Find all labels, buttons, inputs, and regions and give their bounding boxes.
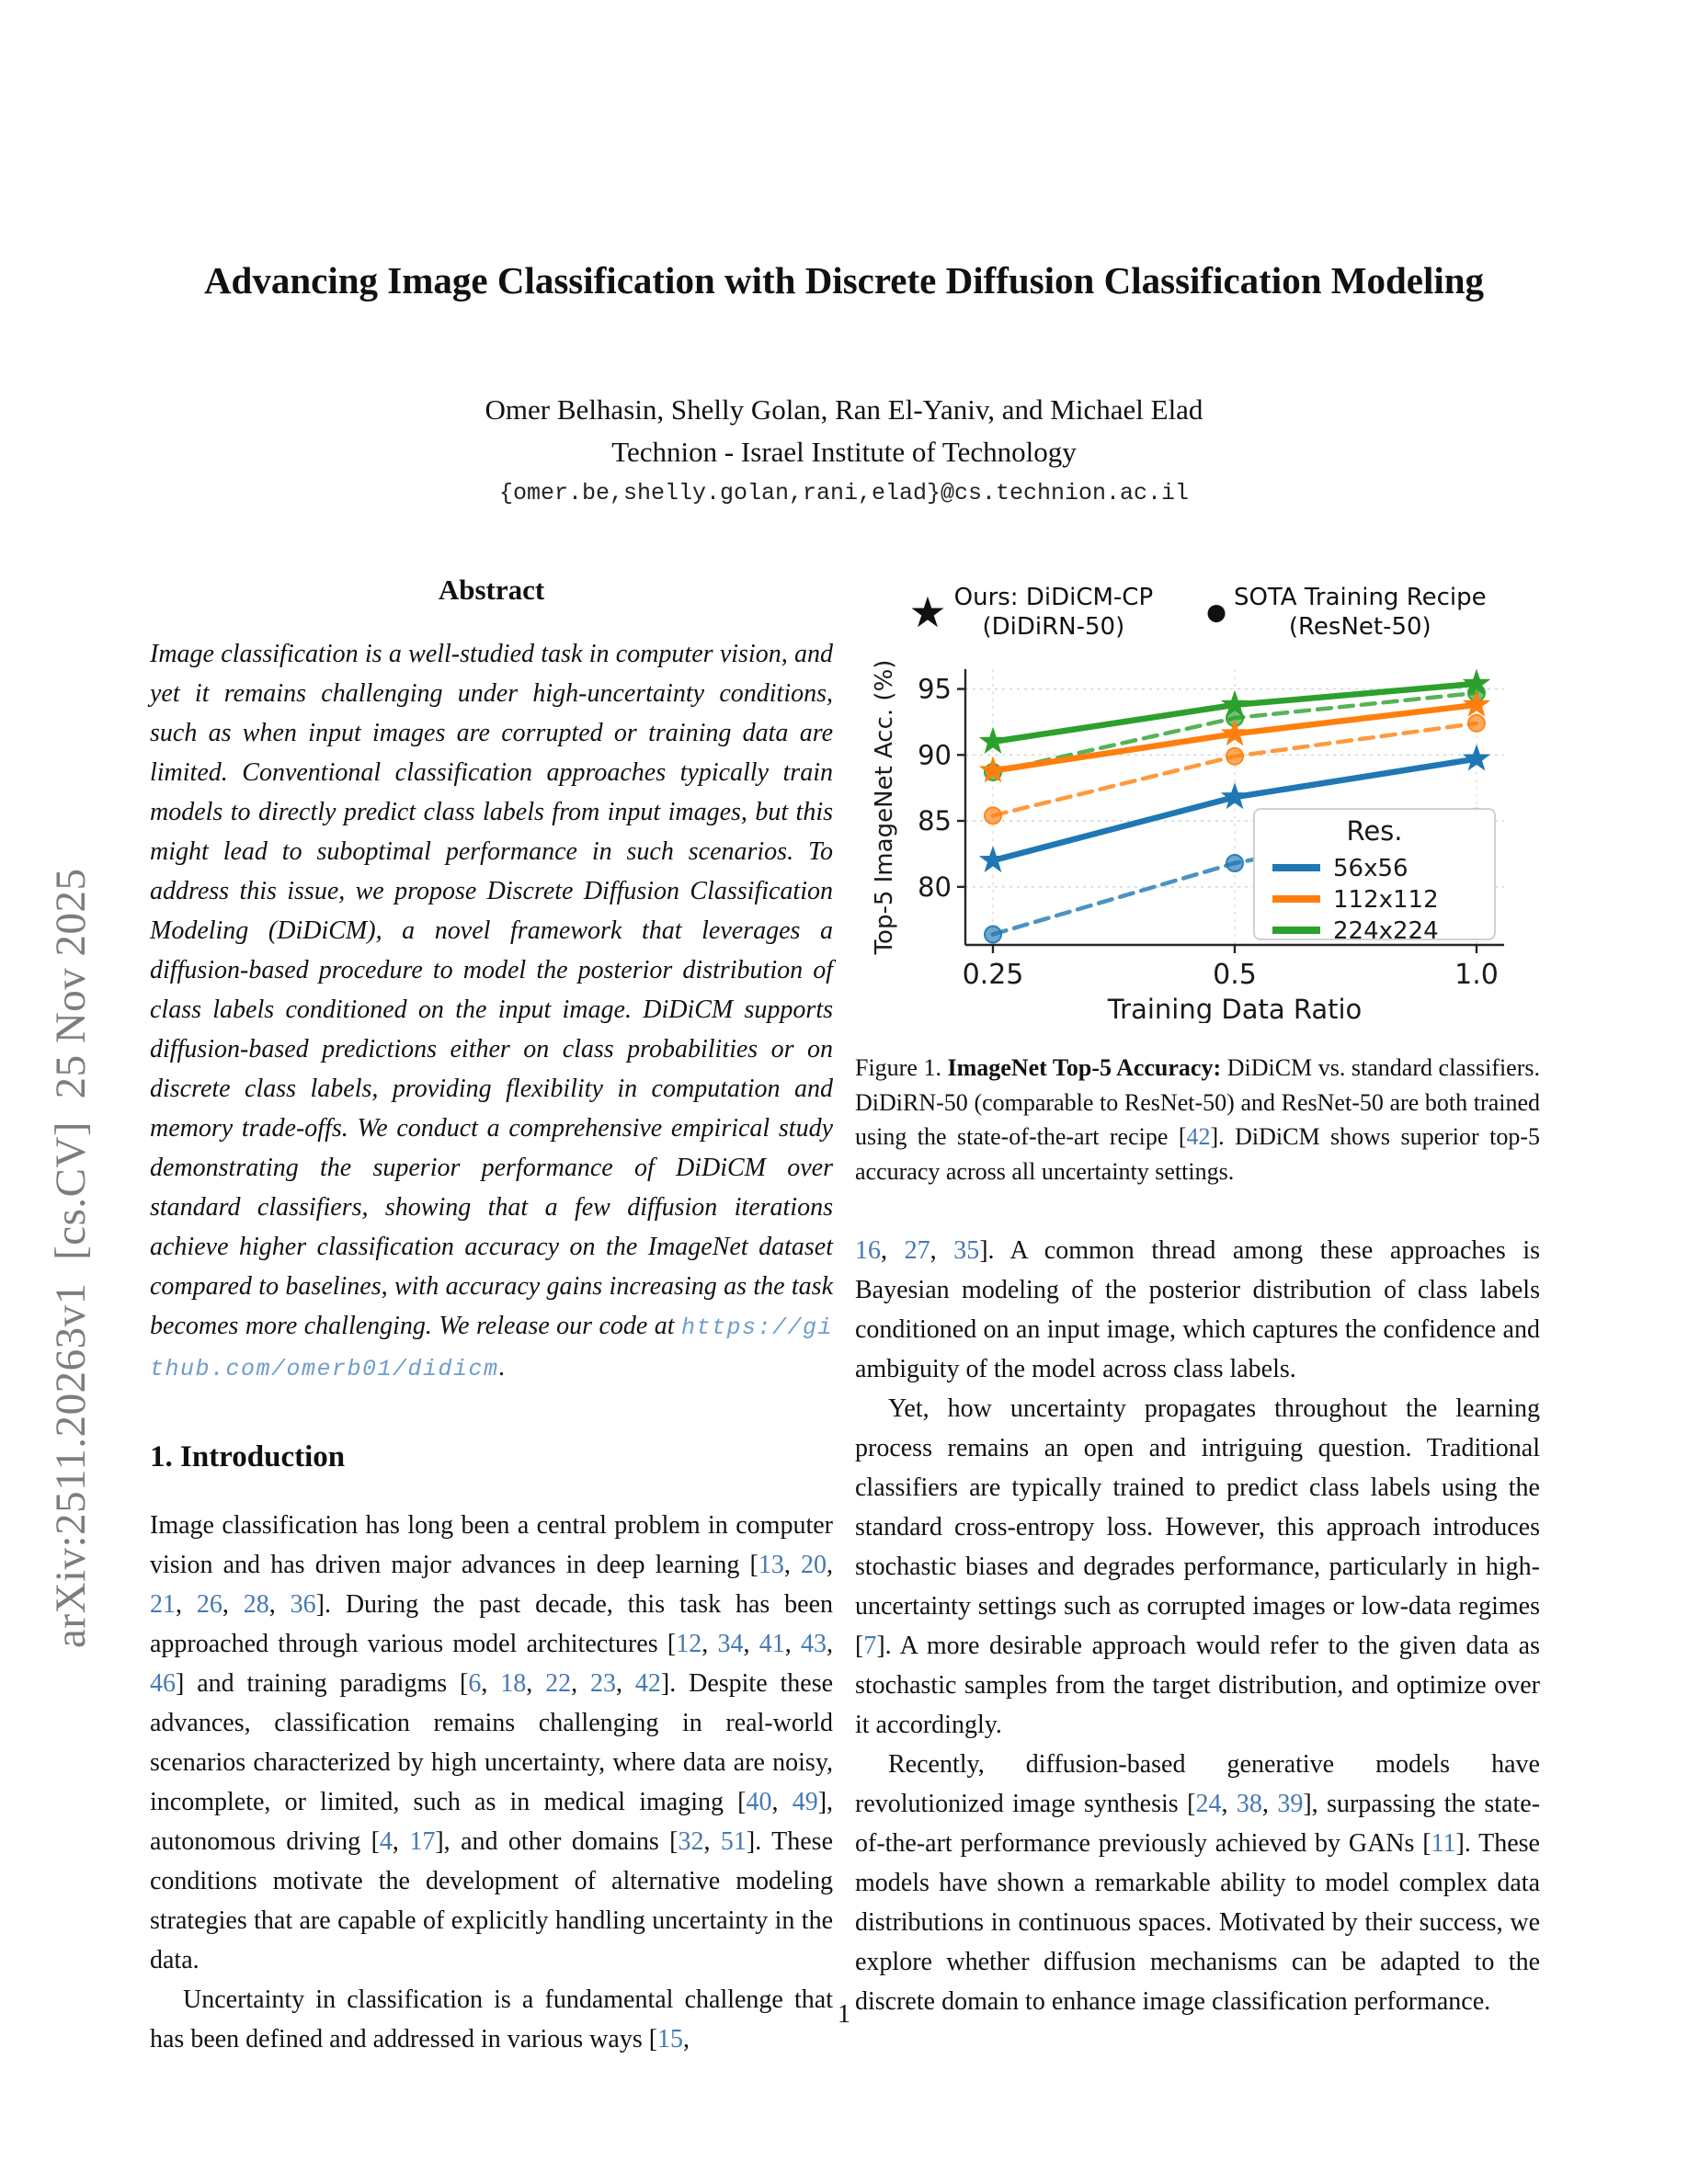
x-axis-label: Training Data Ratio: [1107, 994, 1363, 1023]
circle-marker: [1226, 748, 1243, 765]
citation-ref[interactable]: 16: [855, 1236, 881, 1265]
citation-ref[interactable]: 27: [904, 1236, 930, 1265]
legend-entry-label: 112x112: [1333, 886, 1439, 914]
citation-ref[interactable]: 12: [676, 1630, 702, 1658]
code-url-link[interactable]: https://github.com/omerb01/didicm: [150, 1314, 833, 1382]
citation-ref[interactable]: 22: [545, 1669, 572, 1698]
star-marker-icon: ★: [908, 587, 947, 637]
right-paragraph-1: 16, 27, 35]. A common thread among these approaches is Bayesian modeling of the posterior distribution of class labels conditioned on an input image, which captures the confidence and ambiguity of the model across class labels.: [855, 1236, 1541, 1383]
citation-ref[interactable]: 46: [150, 1669, 176, 1698]
legend-entry-sota-label: SOTA Training Recipe (ResNet-50): [1233, 584, 1487, 641]
citation-ref[interactable]: 17: [409, 1827, 436, 1856]
citation-ref[interactable]: 4: [379, 1827, 393, 1856]
citation-ref[interactable]: 7: [863, 1632, 877, 1660]
citation-ref[interactable]: 6: [468, 1669, 482, 1698]
citation-ref[interactable]: 28: [243, 1590, 269, 1619]
left-column: [150, 568, 833, 2059]
citation-ref[interactable]: 36: [290, 1590, 316, 1619]
star-marker: [980, 847, 1006, 871]
citation-ref[interactable]: 15: [657, 2025, 684, 2053]
introduction-heading: 1. Introduction: [150, 1440, 346, 1473]
citation-ref[interactable]: 49: [792, 1788, 818, 1816]
arxiv-banner: arXiv:2511.20263v1 [cs.CV] 25 Nov 2025: [47, 868, 95, 1648]
y-tick-label: 80: [918, 870, 952, 903]
intro-paragraph-1: Image classification has long been a central problem in computer vision and has driven major advances in deep learning [13, 20, 21, 26, 28, 36]. During the past decade, this task has been approached through various model architectures [12, 34, 41, 43, 46] and training paradigms [6, 18, 22, 23, 42]. Despite these advances, classification remains challenging in real-world scenarios characterized by high uncertainty, where data are noisy, incomplete, or limited, such as in medical imaging [40, 49], autonomous driving [4, 17], and other domains [32, 51]. These conditions motivate the development of alternative modeling strategies that are capable of explicitly handling uncertainty in the data.: [150, 1511, 834, 1974]
legend-entry-sota: [1206, 583, 1486, 642]
resolution-legend-title: Res.: [1346, 815, 1403, 847]
citation-ref[interactable]: 35: [953, 1236, 980, 1265]
intro-paragraph-2: Uncertainty in classification is a fundamental challenge that has been defined and addressed in various ways [15,: [150, 1985, 833, 2053]
citation-ref[interactable]: 11: [1431, 1829, 1456, 1858]
legend-entry-label: 224x224: [1333, 917, 1439, 945]
figure-top-legend: [855, 583, 1540, 642]
page-number: 1: [838, 2000, 850, 2029]
right-column: [855, 568, 1540, 2021]
abstract-heading: Abstract: [438, 574, 545, 606]
citation-ref[interactable]: 42: [634, 1669, 661, 1698]
accuracy-line-chart: [868, 660, 1511, 1023]
citation-ref[interactable]: 40: [746, 1788, 772, 1816]
emails-line: {omer.be,shelly.golan,rani,elad}@cs.technion.ac.il: [498, 480, 1190, 506]
star-marker: [1222, 784, 1248, 808]
citation-ref[interactable]: 34: [717, 1630, 744, 1658]
affiliation-line: Technion - Israel Institute of Technology: [611, 436, 1077, 468]
legend-entry-label: 56x56: [1333, 855, 1409, 882]
y-axis-label: Top-5 ImageNet Acc. (%): [871, 660, 898, 955]
citation-ref[interactable]: 51: [720, 1827, 747, 1856]
x-tick-label: 1.0: [1454, 959, 1499, 991]
citation-ref[interactable]: 24: [1195, 1790, 1222, 1818]
citation-ref[interactable]: 26: [196, 1590, 222, 1619]
citation-ref[interactable]: 32: [678, 1827, 704, 1856]
citation-ref[interactable]: 23: [590, 1669, 616, 1698]
legend-entry-ours-label: Ours: DiDiCM-CP (DiDiRN-50): [953, 584, 1154, 641]
y-tick-label: 85: [918, 805, 952, 837]
x-tick-label: 0.25: [962, 959, 1024, 991]
citation-ref[interactable]: 18: [500, 1669, 527, 1698]
abstract-text: Image classification is a well-studied task in computer vision, and yet it remains challenging under high-uncertainty conditions, such as when input images are corrupted or training data are limited. Conventional classification approaches typically train models to directly predict class labels from input images, but this might lead to suboptimal performance in such scenarios. To address this issue, we propose Discrete Diffusion Classification Modeling (DiDiCM), a novel framework that leverages a diffusion-based procedure to model the posterior distribution of class labels conditioned on the input image. DiDiCM supports diffusion-based predictions either on class probabilities or on discrete class labels, providing flexibility in computation and memory trade-offs. We conduct a comprehensive empirical study demonstrating the superior performance of DiDiCM over standard classifiers, showing that a few diffusion iterations achieve higher classification accuracy on the ImageNet dataset compared to baselines, with accuracy gains increasing as the task becomes more challenging. We release our code at https://github.com/omerb01/didicm.: [150, 640, 833, 1382]
x-tick-label: 0.5: [1213, 959, 1257, 991]
figure-1: [855, 583, 1540, 1189]
paper-title: Advancing Image Classification with Discrete Diffusion Classification Modeling: [203, 259, 1485, 301]
authors-line: Omer Belhasin, Shelly Golan, Ran El-Yaniv, and Michael Elad: [485, 393, 1203, 426]
y-tick-label: 90: [918, 739, 952, 771]
circle-marker-icon: ●: [1206, 598, 1226, 625]
citation-ref[interactable]: 42: [1186, 1123, 1211, 1150]
citation-ref[interactable]: 38: [1236, 1790, 1262, 1818]
figure-caption: Figure 1. ImageNet Top-5 Accuracy: DiDiCM vs. standard classifiers. DiDiRN-50 (comparable to ResNet-50) and ResNet-50 are both trained using the state-of-the-art recipe [42]. DiDiCM shows superior top-5 accuracy across all uncertainty settings.: [855, 1054, 1540, 1185]
circle-marker: [985, 807, 1001, 824]
y-tick-label: 95: [918, 673, 952, 705]
citation-ref[interactable]: 21: [150, 1590, 176, 1619]
circle-marker: [985, 927, 1001, 943]
star-marker: [980, 728, 1006, 752]
citation-ref[interactable]: 13: [758, 1551, 784, 1579]
citation-ref[interactable]: 41: [758, 1630, 785, 1658]
citation-ref[interactable]: 43: [801, 1630, 827, 1658]
star-marker: [1222, 721, 1248, 745]
right-paragraph-3: Recently, diffusion-based generative models have revolutionized image synthesis [24, 38, 39], surpassing the state-of-the-art performance previously achieved by GANs [11]. These models have shown a remarkable ability to model complex data distributions in continuous spaces. Motivated by their success, we explore whether diffusion mechanisms can be adapted to the discrete domain to enhance image classification performance.: [855, 1750, 1541, 2016]
legend-entry-ours: [908, 583, 1153, 642]
citation-ref[interactable]: 20: [801, 1551, 827, 1579]
citation-ref[interactable]: 39: [1277, 1790, 1304, 1818]
circle-marker: [1226, 855, 1243, 871]
right-paragraph-2: Yet, how uncertainty propagates throughout the learning process remains an open and intriguing question. Traditional classifiers are typically trained to predict class labels using the standard cross-entropy loss. However, this approach introduces stochastic biases and degrades performance, particularly in high-uncertainty settings such as corrupted images or low-data regimes [7]. A more desirable approach would refer to the given data as stochastic samples from the target distribution, and optimize over it accordingly.: [855, 1394, 1540, 1739]
circle-marker: [1468, 715, 1485, 732]
